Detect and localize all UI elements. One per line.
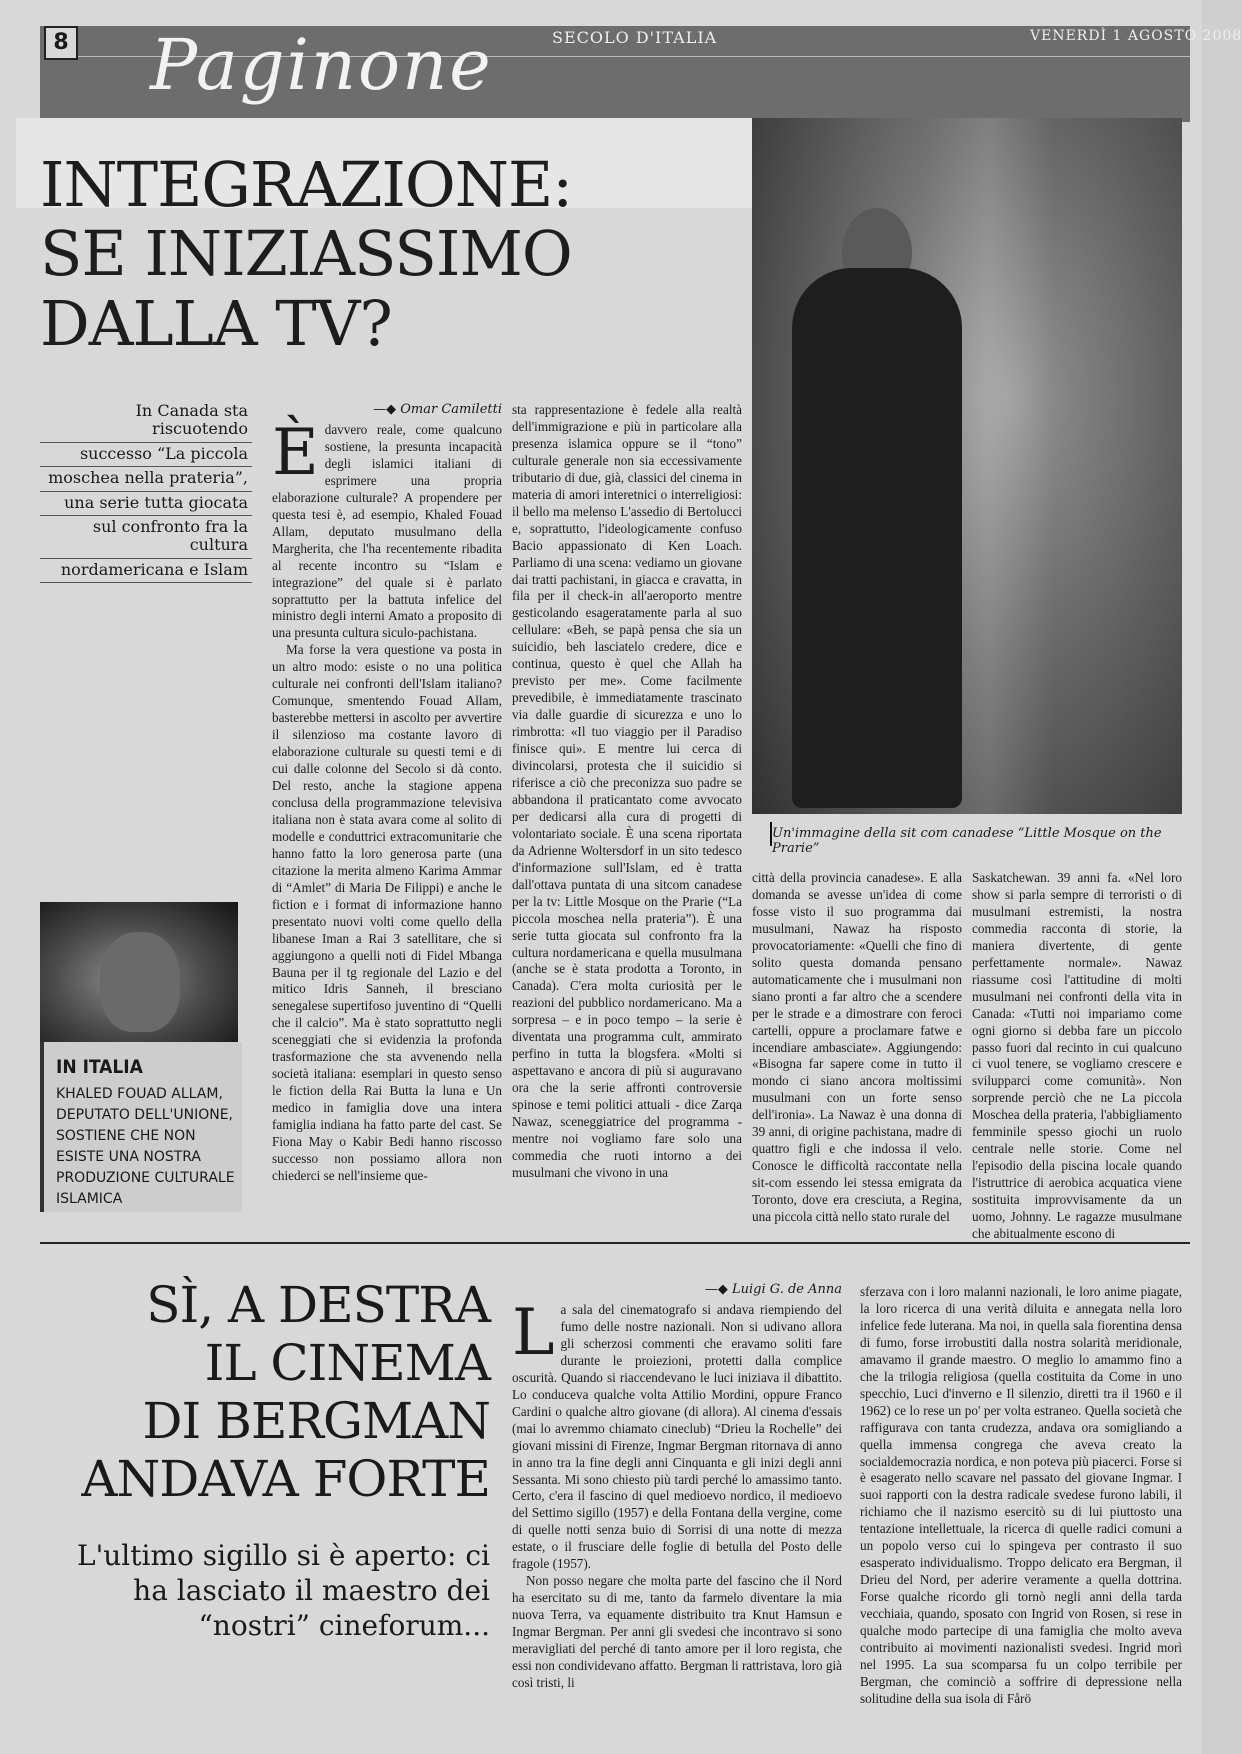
byline-text: Luigi G. de Anna xyxy=(732,1282,842,1297)
paragraph: Ma forse la vera questione va posta in un altro modo: esiste o no una politica culturale nei confronti dell'Islam italiano? Comunque, smentendo Fouad Allam, basterebbe mettersi in ascolto per avvertire il silenzioso ma costante lavoro di elaborazione culturale su questi temi e di cui dalle colonne del Secolo si dà conto. Del resto, anche la stagione appena conclusa della programmazione televisiva italiana non è stata avara come al solito di modelle e conduttrici extracomunitarie che hanno fatto la loro generosa parte (una citazione la merita almeno Karima Ammar di “Amlet” di Maria De Filippi) e anche le fiction e i format di informazione hanno presentato nuovi volti come quello della libanese Iman a Rai 3 satellitare, che si aggiungono a quelli noti di Fidel Mbanga Bauna per il tg regionale del Lazio e del mitico Idris Sanneh, il bresciano senegalese supertifoso juventino di “Quelli che il calcio”. Ma è stato soprattutto negli sceneggiati che si evidenzia la profonda trasformazione che sta avvenendo nella società italiana: esemplari in questo senso le fiction della Rai Butta la luna e Un medico in famiglia dove una intera famiglia indiana ha fatto parte del cast. Se Fiona May o Kabir Bedi hanno riscosso successo non possiamo allora non chiederci se nell'insieme que- xyxy=(272,642,502,1183)
paragraph xyxy=(272,416,502,642)
byline-text: Omar Camiletti xyxy=(400,402,502,417)
deck-line: una serie tutta giocata xyxy=(40,492,252,516)
sitcom-photo xyxy=(752,118,1182,814)
paragraph: Non posso negare che molta parte del fascino che il Nord ha esercitato su di me, tanto da farmelo diventare la mia nuova Terra, va equamente distribuito tra Knut Hamsun e Ingmar Bergman. Per anni gli svedesi che incontravo si sono meravigliati del perché di tanto amore per il loro regista, che essi non condividevano affatto. Bergman li rattristava, loro già così tristi, li xyxy=(512,1573,842,1690)
article1-column-1 xyxy=(272,416,502,1230)
inset-label: IN ITALIA xyxy=(56,1056,143,1078)
headline-line: SE INIZIASSIMO xyxy=(40,217,572,291)
article2-column-2 xyxy=(860,1284,1182,1742)
article1-column-2 xyxy=(512,402,742,1230)
headline-line: DALLA TV? xyxy=(40,286,392,360)
drop-cap: L xyxy=(512,1296,555,1370)
allam-portrait xyxy=(40,902,238,1042)
deck-line: moschea nella prateria”, xyxy=(40,467,252,491)
page-number: 8 xyxy=(44,26,78,60)
article1-column-4 xyxy=(972,870,1182,1242)
paragraph-text: a sala del cinematografo si andava riempiendo del fumo delle nostre nazionali. Non si udivano allora gli scherzosi commenti che eravamo soliti fare durante le proiezioni, protetti dalla complice oscurità. Quando si riaccendevano le luci iniziava il dibattito. Lo conduceva qualche volta Attilio Mordini, oppure Franco Cardini o qualche altro giovane (di allora). Al cinema d'essais (mai lo avremmo chiamato cineclub) “Drieu la Rochelle” dei giovani missini di Firenze, Ingmar Bergman ritornava di anno in anno tra la fine degli anni Cinquanta e gli inizi degli anni Sessanta. Mi sono chiesto più tardi perché lo amassimo tanto. Certo, c'era il fascino di quel medioevo nordico, il medioevo del Settimo sigillo (1957) e della Fontana della vergine, come di quelle notti senza buio di Sorrisi di una notte di mezza estate, o il frusciare delle foglie di betulla del Posto delle fragole (1957). xyxy=(512,1302,842,1572)
inset-text: KHALED FOUAD ALLAM, DEPUTATO DELL'UNIONE, SOSTIENE CHE NON ESISTE UNA NOSTRA PRODUZIONE CULTURALE ISLAMICA xyxy=(56,1086,235,1207)
article1-byline: —◆ Omar Camiletti xyxy=(373,402,502,417)
deck-line: In Canada sta riscuotendo xyxy=(40,400,252,443)
deck-line: nordamericana e Islam xyxy=(40,559,252,583)
headline-line: ANDAVA FORTE xyxy=(81,1450,490,1508)
paper-name: SECOLO D'ITALIA xyxy=(552,28,718,47)
headline-line: DI BERGMAN xyxy=(142,1392,490,1450)
article1-deck xyxy=(40,400,252,583)
photo-figure xyxy=(792,268,962,808)
article-separator xyxy=(40,1242,1190,1244)
article2-column-1 xyxy=(512,1296,842,1742)
deck-line: sul confronto fra la cultura xyxy=(40,516,252,559)
paragraph-text: davvero reale, come qualcuno sostiene, la presunta incapacità degli islamici italiani di esprimere una propria elaborazione culturale? A propendere per questa tesi è, ad esempio, Khaled Fouad Allam, deputato musulmano della Margherita, che l'ha recentemente ribadita al recente incontro su “Islam e integrazione” del quale si è parlato soprattutto per la battuta infelice del ministro degli interni Amato a proposito di una presunta cultura siculo-pachistana. xyxy=(272,422,502,641)
paragraph: sferzava con i loro malanni nazionali, le loro anime piagate, la loro ricerca di una verità diluita e annegata nella loro infelice fede luterana. Ma noi, in quella sala fiorentina densa di fumo, forse irrobustiti dalla nostra solarità meridionale, amavamo il grande maestro. O meglio lo amammo fino a che la trilogia religiosa (quella costituita da Come in uno specchio, Luci d'inverno e Il silenzio, diretti tra il 1960 e il 1962) ce lo rese un po' per volta estraneo. Quella società che raffigurava con tanta crudezza, andava ora somigliando a quella immensa congrega che aveva creato la socialdemocrazia nordica, e non poteva più piacerci. Forse si è esagerato nello scavare nel passato del giovane Ingmar. I suoi rapporti con la destra radicale svedese furono labili, il richiamo che il nazismo esercitò su di lui piuttosto una tentazione intellettuale, la ricerca di quelle radici comuni a un popolo verso cui lo spingeva per contrasto il suo esasperato individualismo. Troppo delicato era Bergman, il Drieu del Nord, per aderire veramente a quella dottrina. Forse qualche ricordo gli tornò negli anni della tarda vecchiaia, quando, sposato con Ingrid von Rosen, si rese in qualche modo partecipe di una famiglia che molto aveva contribuito ai movimenti nazionalisti svedesi. Ingrid morì nel 1995. La sua scomparsa fu un colpo terribile per Bergman, che cominciò a soffrire di depressione nella solitudine della sua isola di Fårö xyxy=(860,1284,1182,1706)
article1-column-3 xyxy=(752,870,962,1230)
article2-headline xyxy=(40,1276,490,1508)
photo-caption: Un'immagine della sit com canadese “Little Mosque on the Prarie” xyxy=(772,826,1162,856)
paragraph: Saskatchewan. 39 anni fa. «Nel loro show si parla sempre di terroristi o di musulmani estremisti, la nostra commedia racconta di storie, la maniera divertente, di gente perfettamente normale». Nawaz riassume così l'attitudine di molti musulmani nei confronti della vita in Canada: «Tutti noi impariamo come ogni giorno si debba fare un piccolo passo fuori dal recinto in cui qualcuno ci vuol tenere, se vogliamo crescere e svilupparci come comunità». Non sorprende perciò che ne La piccola Moschea della prateria, l'abbigliamento femminile spesso giochi un ruolo centrale nelle storie. Come nel l'episodio della piscina locale quando l'istruttrice di aerobica acquatica viene sostituita improvvisamente da un uomo, Johnny. Le ragazze musulmane che abitualmente escono di xyxy=(972,870,1182,1242)
paragraph: città della provincia canadese». E alla domanda se avesse un'idea di come fosse visto il suo programma dai musulmani, Nawaz ha risposto provocatoriamente: «Quelli che fino di solito questa domanda pensano automaticamente che i musulmani non siano pronti a far altro che a scendere per le strade e a dimostrare con feroci cartelli, oppure a proclamare fatwe e incendiare ambasciate». Aggiungendo: «Bisogna far sapere come in tutto il mondo ci siano ancora moltissimi musulmani con un forte senso dell'ironia». La Nawaz è una donna di 39 anni, di origine pachistana, madre di quattro figli e che indossa il velo. Conosce le difficoltà raccontate nella sit-com essendo lei stessa emigrata da Toronto, dove era cresciuta, a Regina, una piccola città nello stato rurale del xyxy=(752,870,962,1225)
headline-line: INTEGRAZIONE: xyxy=(40,148,573,221)
headline-line: IL CINEMA xyxy=(204,1334,490,1392)
article2-subhead: L'ultimo sigillo si è aperto: ci ha lasciato il maestro dei “nostri” cineforum... xyxy=(76,1539,490,1642)
section-title: Paginone xyxy=(150,24,493,106)
article1-headline xyxy=(40,150,760,358)
issue-date: VENERDÌ 1 AGOSTO 2008 xyxy=(1030,28,1242,44)
drop-cap: È xyxy=(272,416,319,490)
inset-box xyxy=(40,1042,242,1212)
portrait-face xyxy=(100,932,180,1032)
paragraph xyxy=(512,1296,842,1573)
headline-line: SÌ, A DESTRA xyxy=(146,1276,490,1334)
paragraph: sta rappresentazione è fedele alla realtà dell'immigrazione e più in particolare alla presenza islamica oppure se il “tono” culturale generale non sia eccessivamente tributario di due, già, classici del cinema in materia di amori interetnici o interreligiosi: il bello ma melenso L'assedio di Bertolucci e, soprattutto, l'ideologicamente confuso Bacio appassionato di Ken Loach. Parliamo di una scena: vediamo un giovane dai tratti pachistani, in giacca e cravatta, in fila per il check-in all'aeroporto mentre gesticolando esageratamente parla al suo cellulare: «Beh, se papà pensa che sia un suicidio, beh lasciatelo credere, dice e continua, questo è quel che Allah ha previsto per me». Come facilmente prevedibile, è immediatamente trascinato via dalle guardie di sicurezza e uno lo rimbrotta: «Il tuo viaggio per il Paradiso finisce qui». E mentre lui cerca di divincolarsi, protesta che il suicidio si riferisce a ciò che preconizza suo padre se abbandona il praticantato come avvocato per dedicarsi alla cura di progetti di volontariato sociale. È una scena riportata da Adrienne Woltersdorf in un sito tedesco d'informazione sull'Islam, ed è tratta dall'ottava puntata di una sitcom canadese per la tv: Little Mosque on the Prarie (“La piccola moschea nella prateria”). È una serie tutta giocata sul confronto fra la cultura nordamericana e quella musulmana (anche se è stata prodotta a Toronto, in Canada). C'era molta curiosità per le reazioni del pubblico nordamericano. Ma a sorpresa – e in poco tempo – la serie è diventata una programma cult, ammirato perfino in tutta la blogsfera. «Molti si aspettavano e ancora di più si auguravano ora che la serie affronti controversie spinose e temi politici attuali - dice Zarqa Nawaz, sceneggiatrice del programma - mentre noi vogliamo fare solo una commedia che ruoti intorno a dei musulmani che vivono in una xyxy=(512,402,742,1180)
deck-line: successo “La piccola xyxy=(40,443,252,467)
article2-byline: —◆ Luigi G. de Anna xyxy=(704,1282,842,1297)
